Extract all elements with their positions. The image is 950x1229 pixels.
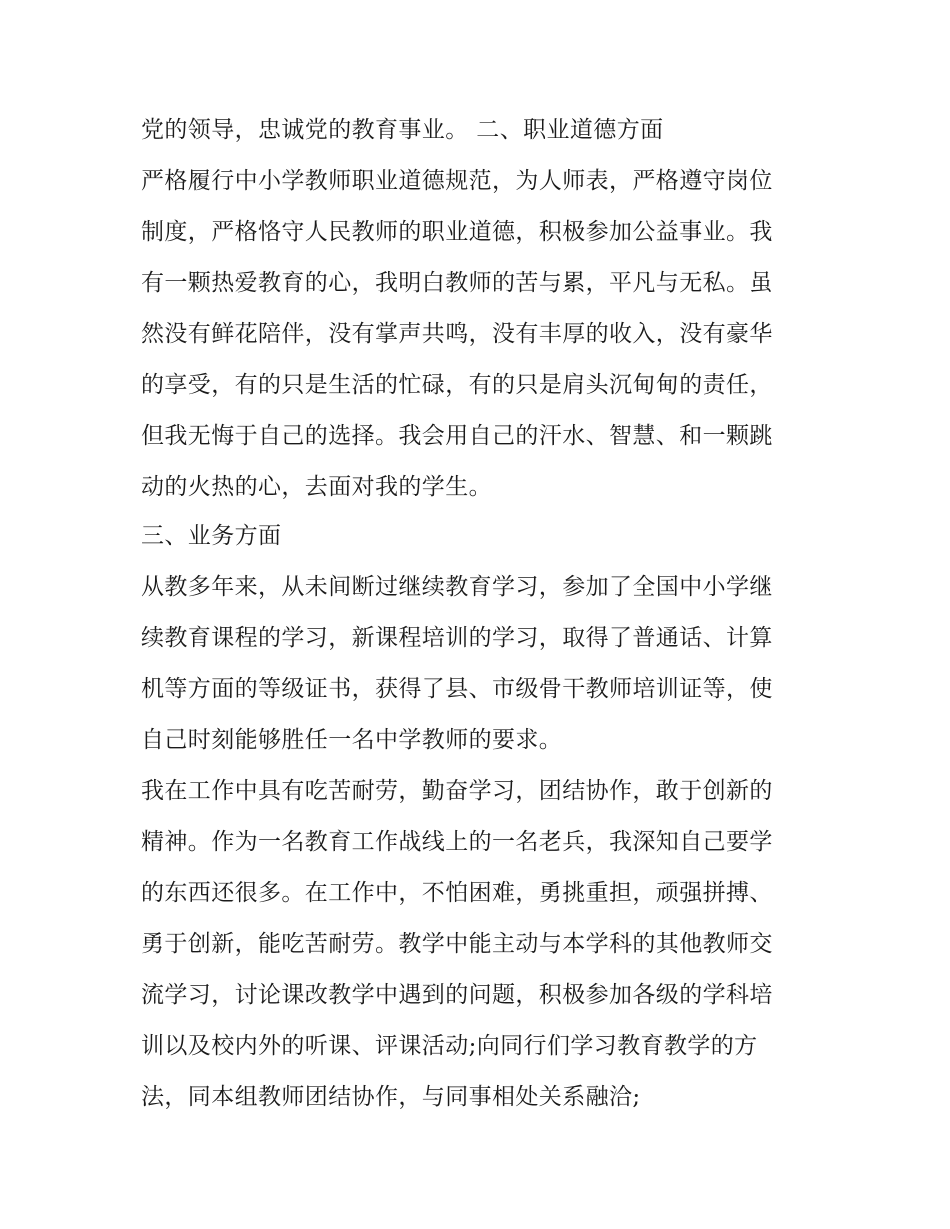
text-line: 动的火热的心，去面对我的学生。 [141,474,492,500]
text-line: 的享受，有的只是生活的忙碌，有的只是肩头沉甸甸的责任， [141,372,773,398]
text-line: 严格履行中小学教师职业道德规范，为人师表，严格遵守岗位 [141,168,773,194]
text-line: 的东西还很多。在工作中，不怕困难，勇挑重担，顽强拼搏、 [141,880,773,906]
text-line: 但我无悔于自己的选择。我会用自己的汗水、智慧、和一颗跳 [141,423,773,449]
text-line: 我在工作中具有吃苦耐劳，勤奋学习，团结协作，敢于创新的 [141,778,773,804]
section-heading: 三、业务方面 [141,523,282,549]
text-line: 勇于创新，能吃苦耐劳。教学中能主动与本学科的其他教师交 [141,931,773,957]
text-line: 流学习，讨论课改教学中遇到的问题，积极参加各级的学科培 [141,982,773,1008]
text-line: 训以及校内外的听课、评课活动;向同行们学习教育教学的方 [141,1033,758,1059]
text-line: 续教育课程的学习，新课程培训的学习，取得了普通话、计算 [141,625,773,651]
text-line: 从教多年来，从未间断过继续教育学习，参加了全国中小学继 [141,574,773,600]
text-line: 法，同本组教师团结协作，与同事相处关系融洽; [141,1084,641,1110]
text-line: 自己时刻能够胜任一名中学教师的要求。 [141,727,563,753]
text-line: 党的领导，忠诚党的教育事业。 二、职业道德方面 [141,117,664,143]
text-line: 精神。作为一名教育工作战线上的一名老兵，我深知自己要学 [141,829,773,855]
text-line: 制度，严格恪守人民教师的职业道德，积极参加公益事业。我 [141,219,773,245]
text-line: 然没有鲜花陪伴，没有掌声共鸣，没有丰厚的收入，没有豪华 [141,321,773,347]
text-line: 有一颗热爱教育的心，我明白教师的苦与累，平凡与无私。虽 [141,270,773,296]
text-line: 机等方面的等级证书，获得了县、市级骨干教师培训证等，使 [141,676,773,702]
